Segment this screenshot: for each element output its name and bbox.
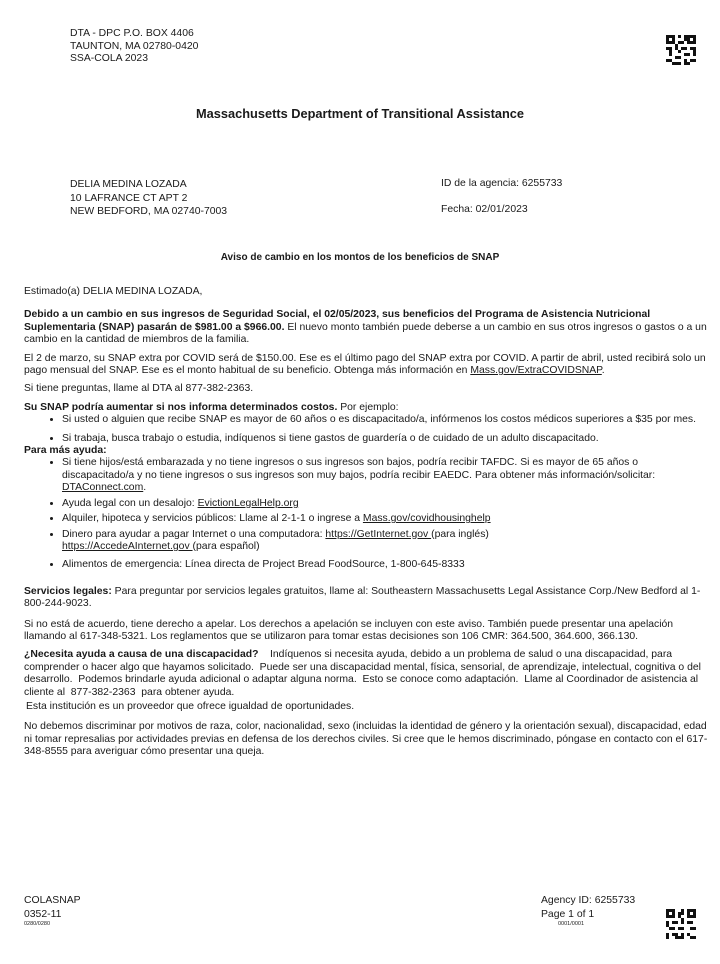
sender-line: DTA - DPC P.O. BOX 4406 <box>70 28 194 39</box>
recipient-line: NEW BEDFORD, MA 02740-7003 <box>70 206 228 217</box>
costs-paragraph <box>24 402 712 414</box>
help-item-text: Si tiene hijos/está embarazada y no tiene ingresos o sus ingresos son bajos, podría recibir TAFDC. Si es mayor de 65 años o discapacitado/a y no tiene ingresos o sus ingresos son muy bajos, podría recibir EAEDC. Para obtener más información/solicitar: <box>62 457 656 481</box>
appeal-paragraph: Si no está de acuerdo, tiene derecho a apelar. Los derechos a apelación se incluyen con este aviso. También puede presentar una apelación llamando al 617-348-5321. Los reglamentos que se utilizaron para tomar estas decisiones son 106 CMR: 364.500, 364.600, 366.130. <box>24 618 674 642</box>
footer-page-info <box>541 894 635 928</box>
costs-bold: Su SNAP podría aumentar si nos informa determinados costos. <box>24 401 338 413</box>
eviction-help-link[interactable]: EvictionLegalHelp.org <box>197 497 299 509</box>
footer-tiny-code: 0280/0280 <box>24 921 50 927</box>
list-item: • Alimentos de emergencia: Línea directa de Project Bread FoodSource, 1-800-645-8333 <box>62 559 712 571</box>
notice-date: Fecha: 02/01/2023 <box>441 204 528 216</box>
extra-covid-snap-link[interactable]: Mass.gov/ExtraCOVIDSNAP <box>470 365 602 377</box>
list-item <box>62 513 712 525</box>
covid-snap-paragraph <box>24 353 712 378</box>
list-item <box>62 457 712 494</box>
help-item-text: Dinero para ayudar a pagar Internet o una computadora: <box>62 528 326 540</box>
footer-tiny-code: 0001/0001 <box>558 921 584 927</box>
help-item-end: (para español) <box>192 540 260 552</box>
getinternet-link[interactable]: https://GetInternet.gov <box>325 528 432 540</box>
accedeainternet-link[interactable]: https://AccedeAInternet.gov <box>62 540 193 552</box>
form-version: 0352-11 <box>24 908 62 920</box>
help-heading-text: Para más ayuda: <box>24 445 107 457</box>
legal-services-bold: Servicios legales: <box>24 585 112 597</box>
legal-services-paragraph <box>24 586 712 611</box>
recipient-line: 10 LAFRANCE CT APT 2 <box>70 192 188 204</box>
disability-text: Indíquenos si necesita ayuda, debido a un problema de salud o una discapacidad, para comprender o hacer algo que hayamos solicitado. Puede ser una discapacidad mental, física, sensorial, de aprendizaje, intelectual, cognitiva o del desarrollo. Podemos brindarle ayuda adicional o adaptar alguna norma. Esto se conoce como adaptación. Llame al Coordinador de asistencia al cliente al 877-382-2363 para obtener ayuda. <box>24 649 704 698</box>
list-item: • Si trabaja, busca trabajo o estudia, indíquenos si tiene gastos de guardería o de cuidado de un adulto discapacitado. <box>62 433 712 445</box>
notice-meta <box>441 178 562 231</box>
help-item-text: (para inglés) <box>431 528 489 540</box>
footer-form-info <box>24 894 81 928</box>
disability-paragraph <box>24 649 712 699</box>
disability-bold: ¿Necesita ayuda a causa de una discapacidad? <box>24 649 259 661</box>
list-item <box>62 529 712 554</box>
help-item-text: Alquiler, hipoteca y servicios públicos: Llame al 2-1-1 o ingrese a <box>62 513 363 525</box>
sender-line: TAUNTON, MA 02780-0420 <box>70 40 199 52</box>
help-list <box>24 457 712 571</box>
list-item <box>62 498 712 510</box>
letter-body <box>24 286 712 765</box>
benefit-change-text: El nuevo monto también puede deberse a un cambio en sus otros ingresos o gastos o a un cambio en la cantidad de miembros de la familia. <box>24 321 707 346</box>
agency-name: Massachusetts Department of Transitional Assistance <box>195 106 525 121</box>
covid-snap-end: . <box>601 365 605 377</box>
legal-services-text: Para preguntar por servicios legales gratuitos, llame al: Southeastern Massachusetts Legal Assistance Corp./New Bedford al 1-800-244-9023. <box>24 585 701 610</box>
help-heading <box>24 445 712 457</box>
barcode-icon <box>666 35 696 65</box>
questions-paragraph: Si tiene preguntas, llame al DTA al 877-382-2363. <box>24 383 254 395</box>
page-number: Page 1 of 1 <box>541 908 595 920</box>
equal-opportunity: Esta institución es un proveedor que ofrece igualdad de oportunidades. <box>26 700 355 712</box>
salutation: Estimado(a) DELIA MEDINA LOZADA, <box>24 286 203 297</box>
agency-id: ID de la agencia: 6255733 <box>441 178 563 189</box>
sender-line: SSA-COLA 2023 <box>70 53 148 65</box>
costs-list <box>24 414 712 445</box>
barcode-icon <box>666 909 696 939</box>
nondiscrimination-paragraph: No debemos discriminar por motivos de raza, color, nacionalidad, sexo (incluidas la identidad de género y la orientación sexual), discapacidad, edad ni tomar represalias por actividades previas en defensa de los derechos civiles. Si cree que le hemos discriminado, póngase en contacto con el 617-348-8555 para averiguar cómo presentar una queja. <box>24 721 708 758</box>
sender-address <box>70 28 198 66</box>
footer-agency-id: Agency ID: 6255733 <box>541 895 636 906</box>
list-item: • Si usted o alguien que recibe SNAP es mayor de 60 años o es discapacitado/a, infórmenos los costos médicos superiores a $35 por mes. <box>62 414 712 426</box>
benefit-change-paragraph <box>24 309 712 346</box>
dtaconnect-link[interactable]: DTAConnect.com <box>62 482 144 494</box>
recipient-address <box>70 178 227 219</box>
recipient-line: DELIA MEDINA LOZADA <box>70 179 187 190</box>
covid-snap-text: El 2 de marzo, su SNAP extra por COVID será de $150.00. Ese es el último pago del SNAP extra por COVID. A partir de abril, usted recibirá solo un pago mensual del SNAP. Ese es el monto habitual de su beneficio. Obtenga más información en <box>24 352 706 377</box>
help-item-end: . <box>143 482 147 494</box>
benefit-change-bold: Debido a un cambio en sus ingresos de Seguridad Social, el 02/05/2023, sus beneficios del Programa de Asistencia Nutricional Suplementaria (SNAP) pasarán de $981.00 a $966.00. <box>24 309 651 333</box>
form-code: COLASNAP <box>24 895 81 906</box>
notice-title: Aviso de cambio en los montos de los beneficios de SNAP <box>220 252 500 263</box>
help-item-text: Ayuda legal con un desalojo: <box>62 497 198 509</box>
housing-help-link[interactable]: Mass.gov/covidhousinghelp <box>362 513 491 525</box>
costs-text: Por ejemplo: <box>337 401 399 413</box>
